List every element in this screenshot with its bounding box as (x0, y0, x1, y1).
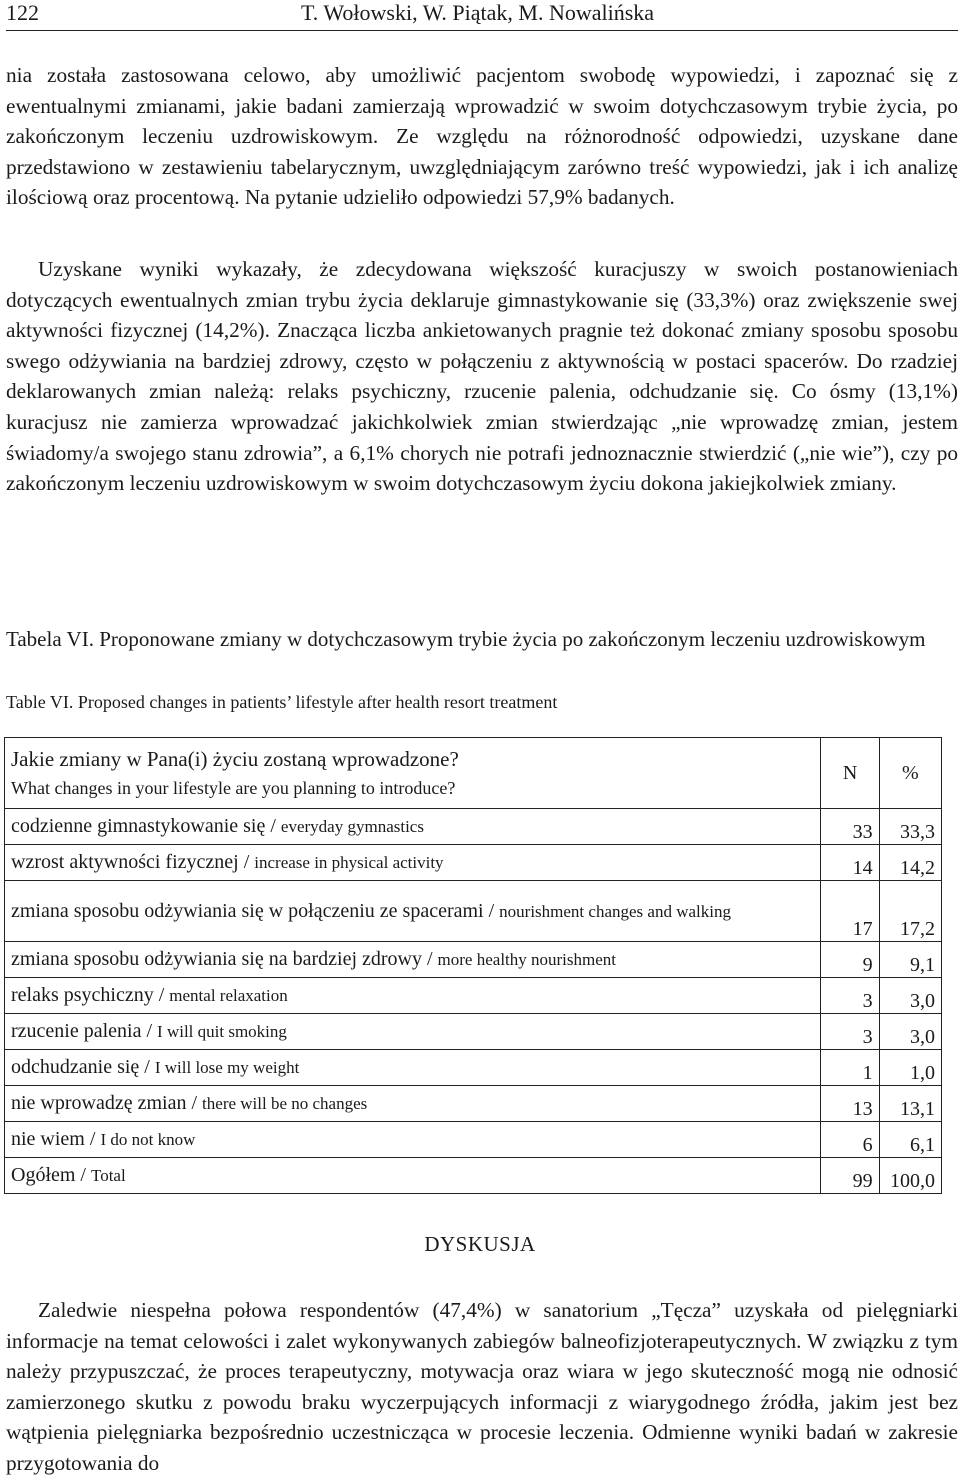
row-label-english: more healthy nourishment (437, 950, 617, 969)
row-count: 13 (821, 1086, 879, 1122)
table-row (5, 942, 942, 978)
paragraph-3: Zaledwie niespełna połowa respondentów (47,4%) w sanatorium „Tęcza” uzyskała od pielęgniarki informacje na temat celowości i zalet wykonywanych zabiegów balneofizjoterapeutycznych. W związku z tym należy przypuszczać, że proces terapeutyczny, motywacja oraz wiara w jego skuteczność mogą nie odnosić zamierzonego skutku z powodu braku wyczerpujących informacji z wiarygodnego źródła, jakim jest bez wątpienia pielęgniarka bezpośrednio uczestnicząca w procesie leczenia. Odmienne wyniki badań w zakresie przygotowania do (6, 1298, 958, 1475)
row-count: 6 (821, 1122, 879, 1158)
row-label-polish: zmiana sposobu odżywiania się w połączeniu ze spacerami / (11, 899, 500, 922)
row-label-polish: nie wprowadzę zmian / (11, 1092, 203, 1114)
row-label-polish: odchudzanie się / (11, 1056, 155, 1078)
row-label (5, 1158, 821, 1194)
row-percent: 9,1 (879, 942, 941, 978)
row-percent: 1,0 (879, 1050, 941, 1086)
question-english: What changes in your lifestyle are you planning to introduce? (11, 778, 456, 798)
row-label-english: mental relaxation (169, 986, 288, 1005)
row-count: 14 (821, 845, 879, 881)
table-row (5, 978, 942, 1014)
running-header-authors: T. Wołowski, W. Piątak, M. Nowalińska (301, 0, 655, 25)
row-count: 3 (821, 1014, 879, 1050)
row-label (5, 942, 821, 978)
row-label-english: I will lose my weight (154, 1058, 300, 1077)
row-percent: 13,1 (879, 1086, 941, 1122)
row-label-polish: relaks psychiczny / (11, 984, 170, 1006)
row-percent: 6,1 (879, 1122, 941, 1158)
row-count: 99 (821, 1158, 879, 1194)
row-percent: 3,0 (879, 978, 941, 1014)
row-label (5, 1122, 821, 1158)
row-count: 33 (821, 809, 879, 845)
column-header-n: N (821, 738, 879, 809)
row-label-polish: codzienne gimnastykowanie się / (11, 815, 281, 837)
lifestyle-changes-table (4, 737, 942, 1194)
row-label-english: increase in physical activity (254, 853, 444, 872)
paragraph-1: nia została zastosowana celowo, aby umożliwić pacjentom swobodę wypowiedzi, i zapoznać się z ewentualnymi zmianami, jakie badani zamierzają wprowadzić w swoim dotychczasowym trybie życia, po zakończonym leczeniu uzdrowiskowym. Ze względu na różnorodność odpowiedzi, uzyskane dane przedstawiono w zestawieniu tabelarycznym, uwzględniającym zarówno treść wypowiedzi, jak i ich analizę ilościową oraz procentową. Na pytanie udzieliło odpowiedzi 57,9% badanych. (6, 63, 958, 210)
row-label (5, 1050, 821, 1086)
table-row (5, 1050, 942, 1086)
table-row (5, 845, 942, 881)
row-label-english: I do not know (100, 1130, 196, 1149)
row-percent: 14,2 (879, 845, 941, 881)
table-row (5, 809, 942, 845)
row-label-english: everyday gymnastics (280, 817, 424, 836)
table-body (5, 809, 942, 1194)
row-percent: 33,3 (879, 809, 941, 845)
table-caption-english: Table VI. Proposed changes in patients’ lifestyle after health resort treatment (6, 692, 558, 712)
row-label-english: nourishment changes and walking (499, 901, 731, 921)
row-count: 3 (821, 978, 879, 1014)
table-header-question (5, 738, 821, 809)
table-row (5, 1086, 942, 1122)
row-percent: 17,2 (879, 881, 941, 942)
row-label-english: there will be no changes (202, 1094, 368, 1113)
row-label (5, 1086, 821, 1122)
table-row (5, 1122, 942, 1158)
table-row (5, 881, 942, 942)
table-row (5, 1014, 942, 1050)
row-label (5, 881, 821, 942)
table-row (5, 1158, 942, 1194)
row-count: 17 (821, 881, 879, 942)
question-polish: Jakie zmiany w Pana(i) życiu zostaną wprowadzone? (11, 747, 459, 771)
row-label (5, 809, 821, 845)
running-header (6, 0, 958, 31)
row-label (5, 1014, 821, 1050)
row-label-english: Total (91, 1166, 126, 1185)
row-label-polish: zmiana sposobu odżywiania się na bardziej zdrowy / (11, 948, 438, 970)
page-number: 122 (6, 0, 39, 25)
table-header-row (5, 738, 942, 809)
row-percent: 3,0 (879, 1014, 941, 1050)
row-label-english: I will quit smoking (157, 1022, 287, 1041)
row-label (5, 978, 821, 1014)
table-caption-polish: Tabela VI. Proponowane zmiany w dotychczasowym trybie życia po zakończonym leczeniu uzdrowiskowym (6, 627, 926, 651)
row-count: 9 (821, 942, 879, 978)
paragraph-2: Uzyskane wyniki wykazały, że zdecydowana większość kuracjuszy w swoich postanowieniach dotyczących ewentualnych zmian trybu życia deklaruje gimnastykowanie się (33,3%) oraz zwiększenie swej aktywności fizycznej (14,2%). Znacząca liczba ankietowanych pragnie też dokonać zmiany sposobu sposobu swego odżywiania na bardziej zdrowy, często w połączeniu z aktywnością w postaci spacerów. Do rzadziej deklarowanych zmian należą: relaks psychiczny, rzucenie palenia, odchudzanie się. Co ósmy (13,1%) kuracjusz nie zamierza wprowadzać jakichkolwiek zmian stwierdzając „nie wprowadzę zmian, jestem świadomy/a swojego stanu zdrowia”, a 6,1% chorych nie potrafi jednoznacznie stwierdzić („nie wie”), czy po zakończonym leczeniu uzdrowiskowym w swoim dotychczasowym życiu dokona jakiejkolwiek zmiany. (6, 257, 958, 496)
row-label-polish: rzucenie palenia / (11, 1020, 158, 1042)
row-label (5, 845, 821, 881)
section-heading: DYSKUSJA (424, 1232, 536, 1256)
row-percent: 100,0 (879, 1158, 941, 1194)
row-label-polish: nie wiem / (11, 1128, 101, 1150)
row-label-polish: Ogółem / (11, 1164, 91, 1186)
column-header-percent: % (879, 738, 941, 809)
row-label-polish: wzrost aktywności fizycznej / (11, 851, 255, 873)
row-count: 1 (821, 1050, 879, 1086)
